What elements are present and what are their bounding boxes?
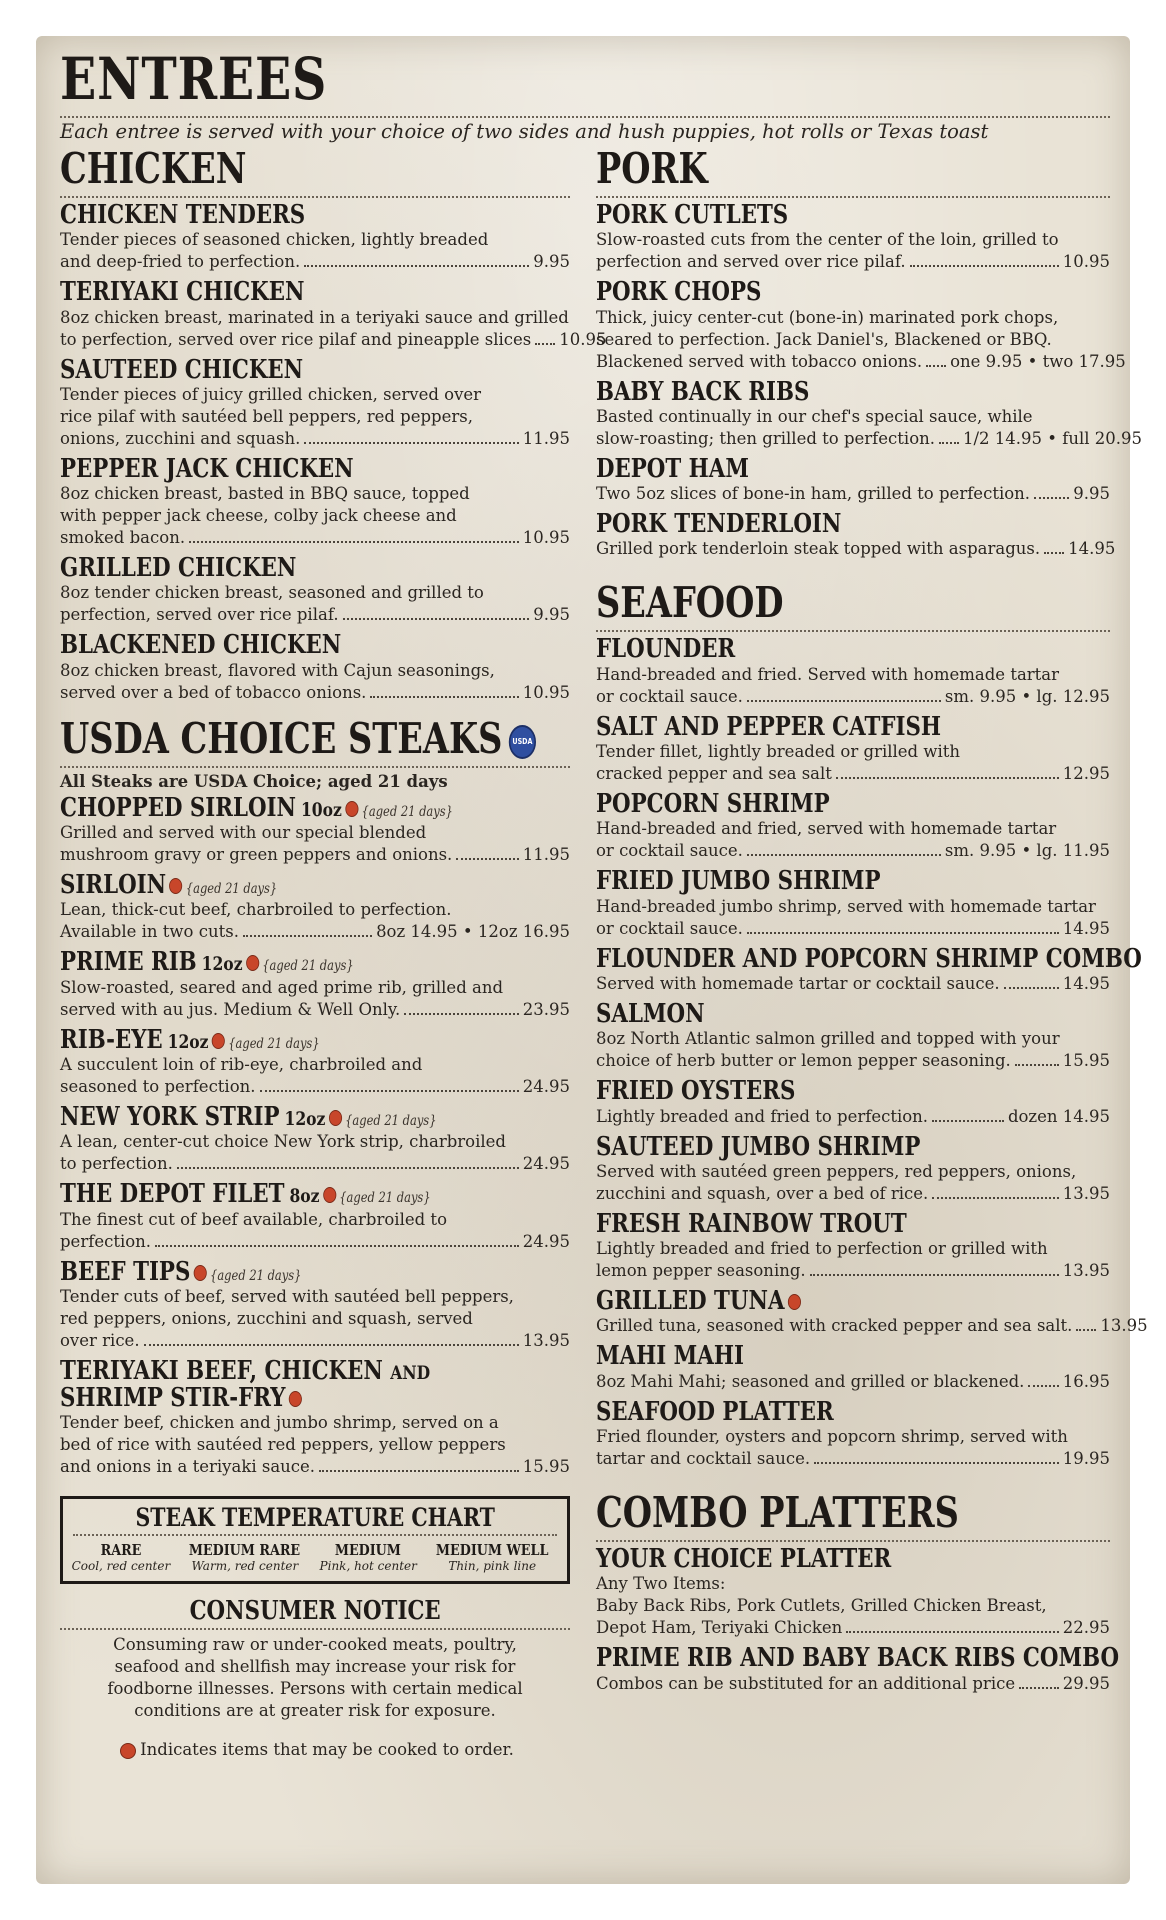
item-desc: Any Two Items:	[596, 1574, 726, 1594]
steaks-note: All Steaks are USDA Choice; aged 21 days	[60, 771, 448, 791]
page-subtitle: Each entree is served with your choice of two sides and hush puppies, hot rolls or Texas toast	[60, 120, 989, 143]
item-price-line: Depot Ham, Teriyaki Chicken 22.95	[596, 1618, 1110, 1638]
item-desc: Hand-breaded jumbo shrimp, served with homemade tartar	[596, 896, 1096, 916]
menu-item	[596, 1078, 1110, 1127]
item-price-line: to perfection, served over rice pilaf and pineapple slices 10.95	[60, 329, 607, 349]
item-price: dozen 14.95	[1007, 1106, 1110, 1126]
item-price: 10.95	[1062, 252, 1110, 272]
page-title: ENTREES	[60, 45, 328, 113]
item-price-line: Served with homemade tartar or cocktail sauce. 14.95	[596, 973, 1110, 993]
cook-to-order-icon	[212, 1033, 225, 1049]
right-column	[596, 140, 1148, 1701]
menu-item	[60, 555, 570, 626]
item-price-line: and deep-fried to perfection. 9.95	[60, 252, 570, 272]
item-price: 13.95	[522, 1330, 570, 1350]
chicken-list	[60, 200, 607, 704]
menu-item	[596, 711, 1110, 785]
cook-to-order-icon	[246, 955, 259, 971]
item-price-line: served over a bed of tobacco onions. 10.95	[60, 682, 570, 702]
item-name: TERIYAKI BEEF, CHICKEN AND	[60, 1355, 431, 1386]
temp-chart-row	[67, 1540, 563, 1573]
menu-item	[60, 1256, 570, 1352]
aged-note: {aged 21 days}	[185, 881, 278, 898]
item-price-line: and onions in a teriyaki sauce. 15.95	[60, 1457, 570, 1477]
section-rule	[60, 196, 570, 198]
menu-item-stirfry	[60, 1355, 570, 1479]
item-name: FRIED JUMBO SHRIMP	[596, 866, 881, 897]
item-price: 1/2 14.95 • full 20.95	[963, 428, 1143, 448]
notice-title: CONSUMER NOTICE	[189, 1596, 441, 1627]
item-desc: Tender beef, chicken and jumbo shrimp, served on a	[60, 1413, 499, 1433]
menu-item	[596, 202, 1110, 273]
cook-to-order-icon	[788, 1294, 801, 1310]
item-name: POPCORN SHRIMP	[596, 789, 830, 820]
menu-item	[60, 792, 570, 866]
aged-note: {aged 21 days}	[345, 1112, 437, 1129]
cook-to-order-icon	[120, 1743, 136, 1759]
section-title-seafood: SEAFOOD	[596, 578, 784, 628]
section-title-chicken: CHICKEN	[60, 144, 247, 193]
item-desc: Baby Back Ribs, Pork Cutlets, Grilled Chicken Breast,	[596, 1596, 1047, 1616]
steaks-title-text: USDA CHOICE STEAKS	[60, 713, 503, 763]
menu-item	[596, 1396, 1110, 1470]
item-price-line: Two 5oz slices of bone-in ham, grilled to perfection. 9.95	[596, 484, 1110, 504]
item-name: BLACKENED CHICKEN	[60, 630, 342, 661]
item-price-line: cracked pepper and sea salt 12.95	[596, 764, 1110, 784]
item-desc: red peppers, onions, zucchini and squash, served	[60, 1308, 473, 1328]
section-rule	[596, 630, 1110, 632]
item-name: BEEF TIPS {aged 21 days}	[60, 1256, 302, 1287]
item-price-line: choice of herb butter or lemon pepper seasoning. 15.95	[596, 1051, 1110, 1071]
item-price: 9.95	[1073, 484, 1110, 504]
item-portion: 12oz	[284, 1107, 326, 1130]
item-price-line: Lightly breaded and fried to perfection. dozen 14.95	[596, 1106, 1110, 1126]
item-price-line: or cocktail sauce. sm. 9.95 • lg. 12.95	[596, 686, 1110, 706]
menu-item	[60, 872, 570, 943]
item-desc: 8oz North Atlantic salmon grilled and topped with your	[596, 1029, 1060, 1049]
item-desc: A lean, center-cut choice New York strip, charbroiled	[60, 1132, 506, 1152]
item-desc: Tender cuts of beef, served with sautéed bell peppers,	[60, 1286, 514, 1306]
item-price: 9.95	[533, 605, 570, 625]
item-desc: Thick, juicy center-cut (bone-in) marinated pork chops,	[596, 307, 1059, 327]
menu-item	[596, 376, 1143, 450]
item-portion: 12oz	[167, 1030, 209, 1053]
item-name: SALT AND PEPPER CATFISH	[596, 711, 942, 742]
aged-note: {aged 21 days}	[262, 958, 354, 975]
notice-legend: Indicates items that may be cooked to order.	[60, 1740, 570, 1759]
left-column	[60, 140, 607, 1760]
item-price: 19.95	[1062, 1449, 1110, 1469]
item-price: 10.95	[522, 528, 570, 548]
item-name: DEPOT HAM	[596, 453, 749, 484]
notice-rule	[60, 1628, 570, 1630]
item-price: 24.95	[522, 1231, 570, 1251]
menu-item	[60, 453, 570, 549]
item-name: MAHI MAHI	[596, 1341, 744, 1372]
item-desc: Tender fillet, lightly breaded or grilled with	[596, 742, 960, 762]
menu-item	[60, 949, 570, 1020]
item-price: 29.95	[1062, 1673, 1110, 1693]
item-price: 12.95	[1062, 764, 1110, 784]
item-price-line: Grilled pork tenderloin steak topped with asparagus. 14.95	[596, 539, 1116, 559]
item-price: 15.95	[522, 1457, 570, 1477]
temp-cell: MEDIUM WELL Thin, pink line	[435, 1541, 549, 1574]
item-name: NEW YORK STRIP 12oz {aged 21 days}	[60, 1101, 437, 1132]
steaks-list	[60, 792, 570, 1352]
item-price: 16.95	[1062, 1371, 1110, 1391]
item-name: FLOUNDER AND POPCORN SHRIMP COMBO	[596, 943, 1142, 974]
item-price: 8oz 14.95 • 12oz 16.95	[376, 922, 570, 942]
menu-item	[60, 354, 570, 450]
item-name: YOUR CHOICE PLATTER	[596, 1544, 892, 1575]
item-name: PRIME RIB AND BABY BACK RIBS COMBO	[596, 1643, 1120, 1674]
item-price: sm. 9.95 • lg. 12.95	[944, 686, 1110, 706]
menu-item	[60, 202, 570, 273]
section-title-steaks	[60, 713, 533, 763]
item-name: RIB-EYE 12oz {aged 21 days}	[60, 1024, 320, 1055]
item-price-line: Grilled tuna, seasoned with cracked pepper and sea salt. 13.95	[596, 1316, 1148, 1336]
item-price: 23.95	[522, 999, 570, 1019]
pork-list	[596, 200, 1143, 560]
temp-chart-rule	[73, 1534, 557, 1536]
item-name: FLOUNDER	[596, 634, 736, 665]
title-rule	[60, 116, 1110, 118]
item-price: 15.95	[1062, 1051, 1110, 1071]
item-price-line: Blackened served with tobacco onions. one 9.95 • two 17.95	[596, 351, 1126, 371]
item-name: PORK TENDERLOIN	[596, 509, 842, 540]
item-name: GRILLED TUNA	[596, 1288, 1017, 1315]
item-desc: Lightly breaded and fried to perfection or grilled with	[596, 1239, 1048, 1259]
item-desc: seared to perfection. Jack Daniel's, Blackened or BBQ.	[596, 329, 1052, 349]
menu-item	[596, 453, 1110, 505]
item-desc: A succulent loin of rib-eye, charbroiled and	[60, 1054, 423, 1074]
item-price-line: onions, zucchini and squash. 11.95	[60, 428, 570, 448]
item-desc: Basted continually in our chef's special sauce, while	[596, 406, 1033, 426]
temp-cell: MEDIUM Pink, hot center	[319, 1541, 417, 1574]
menu-item	[60, 1181, 570, 1252]
item-name: PORK CHOPS	[596, 277, 762, 308]
item-price-line: Combos can be substituted for an additional price 29.95	[596, 1673, 1110, 1693]
menu-item	[596, 791, 1110, 862]
notice-text: Consuming raw or under-cooked meats, poultry, seafood and shellfish may increase your risk for foodborne illnesses. Persons with certain medical conditions are at greater risk for exposure.	[107, 1635, 523, 1721]
item-price-line: or cocktail sauce. sm. 9.95 • lg. 11.95	[596, 841, 1110, 861]
item-desc: Tender pieces of juicy grilled chicken, served over	[60, 384, 482, 404]
menu-item	[596, 1286, 1148, 1337]
menu-item	[596, 1643, 1120, 1694]
item-name: SALMON	[596, 998, 705, 1029]
menu-item	[596, 509, 1116, 560]
menu-item	[596, 636, 1110, 707]
item-price: 11.95	[522, 845, 570, 865]
cook-to-order-icon	[329, 1110, 342, 1126]
aged-note: {aged 21 days}	[228, 1035, 320, 1052]
item-price: one 9.95 • two 17.95	[950, 351, 1126, 371]
menu-item	[596, 1208, 1110, 1282]
item-price-line: served with au jus. Medium & Well Only. 23.95	[60, 999, 570, 1019]
cook-to-order-icon	[345, 801, 358, 817]
item-name: THE DEPOT FILET 8oz {aged 21 days}	[60, 1179, 431, 1210]
item-name: SAUTEED JUMBO SHRIMP	[596, 1131, 921, 1162]
item-name: FRIED OYSTERS	[596, 1076, 796, 1107]
menu-item	[596, 1343, 1110, 1392]
menu-item	[596, 943, 1142, 995]
item-desc: with pepper jack cheese, colby jack cheese and	[60, 506, 457, 526]
item-name: SEAFOOD PLATTER	[596, 1396, 834, 1427]
item-price-line: smoked bacon. 10.95	[60, 528, 570, 548]
aged-note: {aged 21 days}	[339, 1190, 431, 1207]
item-price-line: lemon pepper seasoning. 13.95	[596, 1261, 1110, 1281]
seafood-list	[596, 634, 1148, 1470]
item-name: SIRLOIN {aged 21 days}	[60, 870, 278, 901]
item-name: SHRIMP STIR-FRY	[60, 1385, 478, 1412]
item-price-line: over rice. 13.95	[60, 1330, 570, 1350]
cook-to-order-icon	[194, 1265, 207, 1281]
item-desc: 8oz chicken breast, marinated in a teriyaki sauce and grilled	[60, 307, 569, 327]
temp-chart-title: STEAK TEMPERATURE CHART	[135, 1503, 495, 1533]
section-rule	[596, 1540, 1110, 1542]
item-price-line: or cocktail sauce. 14.95	[596, 918, 1110, 938]
item-price-line: perfection, served over rice pilaf. 9.95	[60, 605, 570, 625]
item-name: CHOPPED SIRLOIN 10oz {aged 21 days}	[60, 792, 453, 823]
item-price: 14.95	[1062, 918, 1110, 938]
item-portion: 8oz	[289, 1185, 320, 1208]
item-price: 13.95	[1062, 1183, 1110, 1203]
item-price: 13.95	[1100, 1316, 1148, 1336]
item-price: 22.95	[1062, 1618, 1110, 1638]
item-price: 14.95	[1068, 539, 1116, 559]
item-name: BABY BACK RIBS	[596, 376, 810, 407]
item-name: FRESH RAINBOW TROUT	[596, 1208, 907, 1239]
item-price: 9.95	[533, 252, 570, 272]
item-price-line: tartar and cocktail sauce. 19.95	[596, 1449, 1110, 1469]
item-name: PRIME RIB 12oz {aged 21 days}	[60, 947, 354, 978]
cook-to-order-icon	[323, 1187, 336, 1203]
item-price: 11.95	[522, 428, 570, 448]
item-price-line: perfection and served over rice pilaf. 10.95	[596, 252, 1110, 272]
temp-cell: MEDIUM RARE Warm, red center	[189, 1541, 301, 1574]
item-desc: rice pilaf with sautéed bell peppers, red peppers,	[60, 406, 473, 426]
item-desc: The finest cut of beef available, charbroiled to	[60, 1209, 448, 1229]
item-name: SAUTEED CHICKEN	[60, 354, 304, 385]
item-price-line: perfection. 24.95	[60, 1231, 570, 1251]
section-title-combo: COMBO PLATTERS	[596, 1488, 959, 1538]
item-desc: Slow-roasted, seared and aged prime rib, grilled and	[60, 977, 504, 997]
section-rule	[60, 766, 570, 768]
item-desc: Slow-roasted cuts from the center of the loin, grilled to	[596, 230, 1059, 250]
menu-item	[60, 277, 607, 350]
item-price-line: mushroom gravy or green peppers and onions. 11.95	[60, 845, 570, 865]
item-desc: Served with sautéed green peppers, red peppers, onions,	[596, 1161, 1077, 1181]
item-price-line: 8oz Mahi Mahi; seasoned and grilled or blackened. 16.95	[596, 1371, 1110, 1391]
item-price: 24.95	[522, 1076, 570, 1096]
item-name: TERIYAKI CHICKEN	[60, 277, 305, 308]
item-portion: 12oz	[201, 953, 243, 976]
item-desc: 8oz chicken breast, flavored with Cajun seasonings,	[60, 660, 495, 680]
menu-item	[60, 1024, 570, 1098]
item-desc: Tender pieces of seasoned chicken, lightly breaded	[60, 230, 489, 250]
item-price-line: slow-roasting; then grilled to perfection. 1/2 14.95 • full 20.95	[596, 428, 1143, 448]
steak-temperature-chart	[60, 1496, 570, 1584]
item-desc: Hand-breaded and fried. Served with homemade tartar	[596, 664, 1060, 684]
item-price-line: Available in two cuts. 8oz 14.95 • 12oz 16.95	[60, 922, 570, 942]
item-name: PEPPER JACK CHICKEN	[60, 453, 354, 484]
combo-list	[596, 1544, 1120, 1695]
section-rule	[596, 196, 1110, 198]
menu-item	[596, 277, 1126, 372]
menu-item	[60, 1101, 570, 1175]
item-price-line: to perfection. 24.95	[60, 1154, 570, 1174]
usda-badge-icon: USDA	[509, 725, 536, 759]
item-price: 10.95	[559, 329, 607, 349]
item-portion: 10oz	[300, 798, 342, 821]
item-desc: Lean, thick-cut beef, charbroiled to perfection.	[60, 900, 452, 920]
menu-item	[596, 1546, 1110, 1639]
menu-item	[596, 998, 1110, 1072]
item-name: GRILLED CHICKEN	[60, 553, 297, 584]
menu-item	[596, 868, 1110, 939]
item-name: CHICKEN TENDERS	[60, 200, 306, 230]
item-price: sm. 9.95 • lg. 11.95	[944, 841, 1110, 861]
item-price: 13.95	[1062, 1261, 1110, 1281]
temp-cell: RARE Cool, red center	[71, 1541, 171, 1574]
item-desc: 8oz chicken breast, basted in BBQ sauce, topped	[60, 484, 470, 504]
item-desc: bed of rice with sautéed red peppers, yellow peppers	[60, 1435, 506, 1455]
section-title-pork: PORK	[596, 144, 708, 193]
item-price: 10.95	[522, 682, 570, 702]
cook-to-order-icon	[289, 1391, 302, 1407]
item-price-line: seasoned to perfection. 24.95	[60, 1076, 570, 1096]
item-desc: Hand-breaded and fried, served with homemade tartar	[596, 819, 1057, 839]
aged-note: {aged 21 days}	[210, 1267, 302, 1284]
item-price: 14.95	[1062, 973, 1110, 993]
cook-to-order-icon	[169, 878, 182, 894]
menu-item	[60, 632, 570, 703]
item-name: PORK CUTLETS	[596, 200, 789, 230]
item-desc: 8oz tender chicken breast, seasoned and grilled to	[60, 583, 484, 603]
item-desc: Fried flounder, oysters and popcorn shrimp, served with	[596, 1427, 1068, 1447]
item-price-line: zucchini and squash, over a bed of rice. 13.95	[596, 1183, 1110, 1203]
consumer-notice	[60, 1596, 570, 1759]
menu-item	[596, 1131, 1110, 1205]
aged-note: {aged 21 days}	[361, 803, 453, 820]
item-price: 24.95	[522, 1154, 570, 1174]
item-desc: Grilled and served with our special blended	[60, 823, 427, 843]
